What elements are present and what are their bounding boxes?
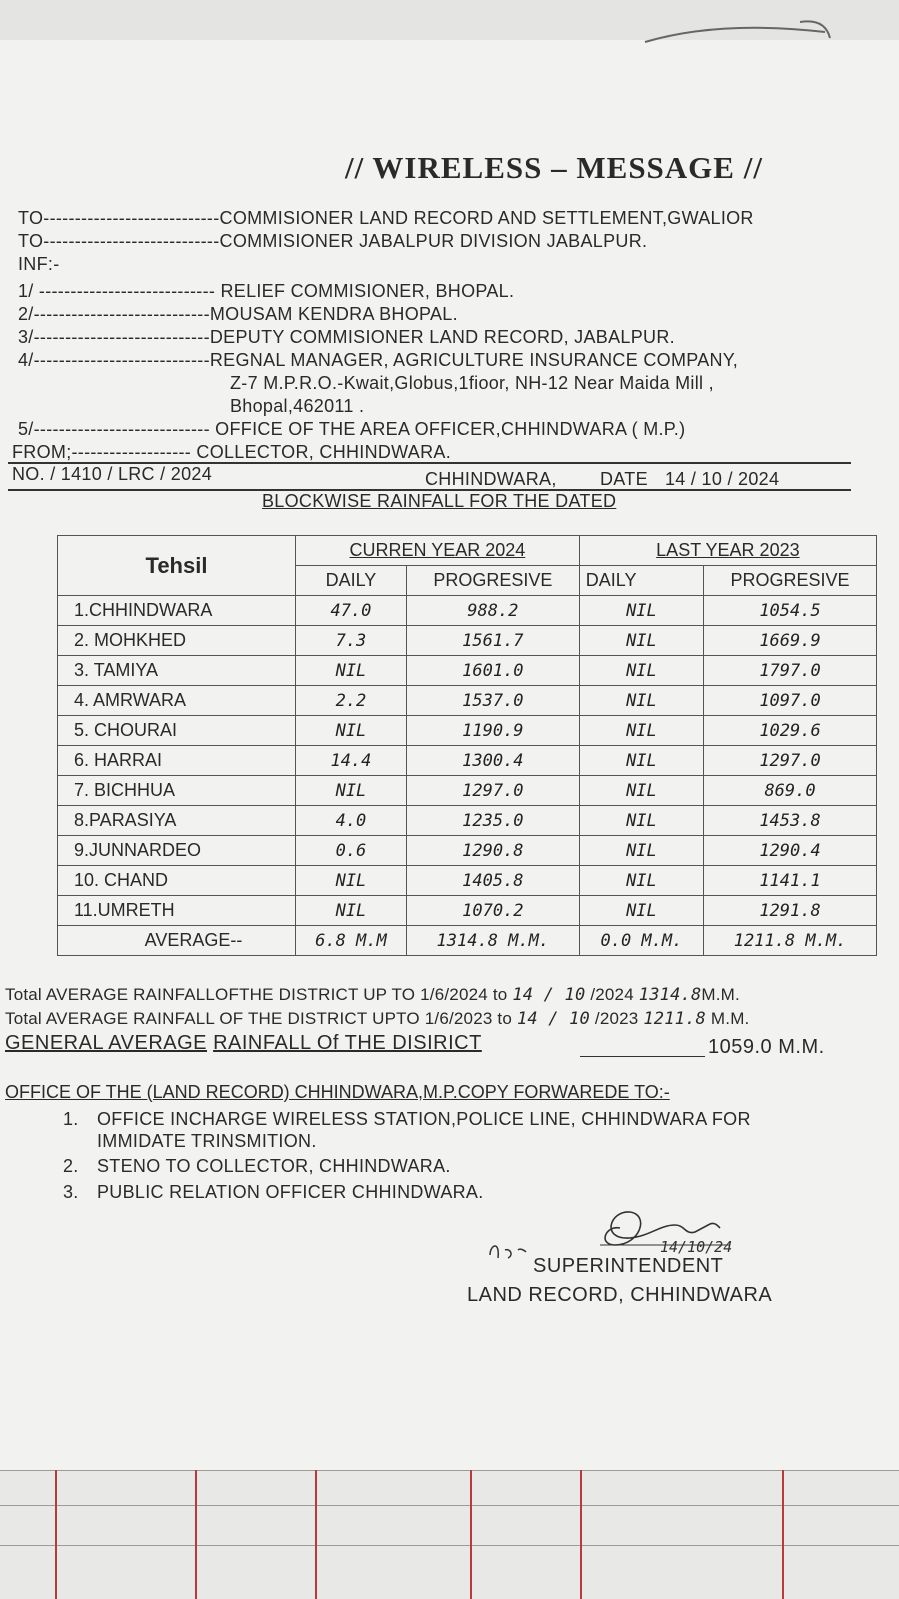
cur-daily-cell: NIL xyxy=(296,866,407,896)
ruled-line xyxy=(195,1470,197,1599)
average-label: AVERAGE-- xyxy=(58,926,296,956)
inf-number: 1/ xyxy=(18,281,34,301)
last-daily-cell: NIL xyxy=(579,716,703,746)
total-unit: M.M. xyxy=(705,1009,750,1028)
cur-daily-cell: NIL xyxy=(296,896,407,926)
ruled-line xyxy=(580,1470,582,1599)
inf-line-4: 4/----------------------------REGNAL MANAGER, AGRICULTURE INSURANCE COMPANY, xyxy=(18,350,739,370)
tehsil-cell: 4. AMRWARA xyxy=(58,686,296,716)
col-daily: DAILY xyxy=(579,566,703,596)
last-daily-cell: NIL xyxy=(579,746,703,776)
signature-designation: SUPERINTENDENT xyxy=(533,1255,724,1277)
total-value: 1314.8 xyxy=(638,985,702,1005)
general-label: GENERAL AVERAGE xyxy=(5,1032,208,1054)
cur-prog-cell: 1537.0 xyxy=(406,686,579,716)
copy-1-no: 1. xyxy=(63,1109,79,1129)
pen-mark-icon xyxy=(640,10,840,50)
general-underline xyxy=(580,1056,705,1057)
total-2023 xyxy=(5,1009,749,1029)
cur-daily-cell: NIL xyxy=(296,716,407,746)
total-text: Total AVERAGE RAINFALLOFTHE DISTRICT UP TO 1/6/2024 to xyxy=(5,985,513,1004)
inf-line-5: 5/---------------------------- OFFICE OF THE AREA OFFICER,CHHINDWARA ( M.P.) xyxy=(18,419,686,439)
copy-2-line1: STENO TO COLLECTOR, CHHINDWARA. xyxy=(97,1156,451,1176)
inf-text: MOUSAM KENDRA BHOPAL. xyxy=(209,304,458,324)
avg-last-prog: 1211.8 M.M. xyxy=(704,926,877,956)
cur-daily-cell: 0.6 xyxy=(296,836,407,866)
general-average xyxy=(5,1032,482,1055)
cur-daily-cell: NIL xyxy=(296,776,407,806)
cur-prog-cell: 1297.0 xyxy=(406,776,579,806)
cur-prog-cell: 1190.9 xyxy=(406,716,579,746)
last-daily-cell: NIL xyxy=(579,836,703,866)
copy-3-line1: PUBLIC RELATION OFFICER CHHINDWARA. xyxy=(97,1182,484,1202)
inf-number: 2/ xyxy=(18,304,34,324)
total-text: /2024 xyxy=(585,985,639,1004)
inf-number: 5/ xyxy=(18,419,34,439)
copy-2-no: 2. xyxy=(63,1156,79,1176)
inf-line-2: 2/----------------------------MOUSAM KENDRA BHOPAL. xyxy=(18,304,458,324)
last-prog-cell: 1291.8 xyxy=(704,896,877,926)
ruled-line xyxy=(0,1545,899,1546)
office-label: OF THE (LAND RECORD) CHHINDWARA,M.P.COPY FORWAREDE TO:- xyxy=(71,1082,670,1102)
table-row xyxy=(58,716,877,746)
total-date: 14 / 10 xyxy=(516,1009,590,1029)
inf-line-4-city: Bhopal,462011 . xyxy=(230,396,365,416)
last-prog-cell: 1097.0 xyxy=(704,686,877,716)
ruled-line xyxy=(470,1470,472,1599)
tehsil-cell: 8.PARASIYA xyxy=(58,806,296,836)
last-prog-cell: 1290.4 xyxy=(704,836,877,866)
office-copy-line xyxy=(5,1082,670,1103)
total-date: 14 / 10 xyxy=(512,985,586,1005)
place: CHHINDWARA, xyxy=(425,469,557,489)
col-progressive: PROGRESIVE xyxy=(406,566,579,596)
copy-1-line2: IMMIDATE TRINSMITION. xyxy=(97,1131,317,1151)
total-value: 1211.8 xyxy=(643,1009,706,1029)
to-line-1: TO----------------------------COMMISIONER LAND RECORD AND SETTLEMENT,GWALIOR xyxy=(18,208,754,228)
inf-line-4-cont: Z-7 M.P.R.O.-Kwait,Globus,1fioor, NH-12 Near Maida Mill , xyxy=(230,373,714,393)
to-label: TO xyxy=(18,231,44,251)
total-text: /2023 xyxy=(589,1009,644,1028)
total-unit: M.M. xyxy=(701,985,740,1004)
col-progressive: PROGRESIVE xyxy=(704,566,877,596)
avg-cur-prog: 1314.8 M.M. xyxy=(406,926,579,956)
cur-daily-cell: 4.0 xyxy=(296,806,407,836)
cur-prog-cell: 1235.0 xyxy=(406,806,579,836)
to-line-2: TO----------------------------COMMISIONER JABALPUR DIVISION JABALPUR. xyxy=(18,231,648,251)
ruled-line xyxy=(782,1470,784,1599)
cur-prog-cell: 1290.8 xyxy=(406,836,579,866)
copy-3-no: 3. xyxy=(63,1182,79,1202)
table-subtitle: BLOCKWISE RAINFALL FOR THE DATED xyxy=(262,491,617,511)
current-year-header: CURREN YEAR 2024 xyxy=(296,536,580,566)
avg-cur-daily: 6.8 M.M xyxy=(296,926,407,956)
cur-daily-cell: 7.3 xyxy=(296,626,407,656)
last-prog-cell: 1029.6 xyxy=(704,716,877,746)
cur-daily-cell: 47.0 xyxy=(296,596,407,626)
office-label: OFFICE xyxy=(5,1082,71,1102)
last-daily-cell: NIL xyxy=(579,596,703,626)
from-text: COLLECTOR, CHHINDWARA. xyxy=(196,442,452,462)
ruled-line xyxy=(55,1470,57,1599)
inf-line-3: 3/----------------------------DEPUTY COMMISIONER LAND RECORD, JABALPUR. xyxy=(18,327,675,347)
underlying-paper xyxy=(0,1470,899,1599)
last-prog-cell: 1297.0 xyxy=(704,746,877,776)
signature-office: LAND RECORD, CHHINDWARA xyxy=(467,1284,773,1306)
general-label: RAINFALL Of THE DISIRICT xyxy=(213,1032,482,1054)
to-label: TO xyxy=(18,208,44,228)
last-prog-cell: 1797.0 xyxy=(704,656,877,686)
table-row xyxy=(58,686,877,716)
to-text: COMMISIONER LAND RECORD AND SETTLEMENT,GWALIOR xyxy=(219,208,754,228)
cur-prog-cell: 1300.4 xyxy=(406,746,579,776)
table-row xyxy=(58,866,877,896)
date-label: DATE xyxy=(600,469,648,489)
page-title: // WIRELESS – MESSAGE // xyxy=(345,150,763,185)
to-text: COMMISIONER JABALPUR DIVISION JABALPUR. xyxy=(219,231,648,251)
ruled-line xyxy=(0,1505,899,1506)
signature-date: 14/10/24 xyxy=(660,1238,733,1256)
table-row xyxy=(58,596,877,626)
table-row xyxy=(58,776,877,806)
ref-number: NO. / 1410 / LRC / 2024 xyxy=(12,464,213,484)
tehsil-header: Tehsil xyxy=(58,536,296,596)
table-header-row xyxy=(58,536,877,566)
tehsil-cell: 5. CHOURAI xyxy=(58,716,296,746)
cur-daily-cell: NIL xyxy=(296,656,407,686)
average-row xyxy=(58,926,877,956)
inf-number: 3/ xyxy=(18,327,34,347)
inf-line-1: 1/ ---------------------------- RELIEF COMMISIONER, BHOPAL. xyxy=(18,281,515,301)
table-row xyxy=(58,626,877,656)
cur-prog-cell: 1601.0 xyxy=(406,656,579,686)
last-daily-cell: NIL xyxy=(579,806,703,836)
general-value: 1059.0 M.M. xyxy=(708,1036,825,1058)
ruled-line xyxy=(0,1470,899,1471)
tehsil-cell: 6. HARRAI xyxy=(58,746,296,776)
tehsil-cell: 10. CHAND xyxy=(58,866,296,896)
cur-daily-cell: 14.4 xyxy=(296,746,407,776)
inf-number: 4/ xyxy=(18,350,34,370)
cur-prog-cell: 1405.8 xyxy=(406,866,579,896)
inf-text: REGNAL MANAGER, AGRICULTURE INSURANCE COMPANY, xyxy=(209,350,739,370)
table-row xyxy=(58,656,877,686)
total-text: Total AVERAGE RAINFALL OF THE DISTRICT UPTO 1/6/2023 to xyxy=(5,1009,517,1028)
last-prog-cell: 1669.9 xyxy=(704,626,877,656)
tehsil-cell: 11.UMRETH xyxy=(58,896,296,926)
inf-label: INF:- xyxy=(18,254,60,274)
cur-daily-cell: 2.2 xyxy=(296,686,407,716)
last-daily-cell: NIL xyxy=(579,656,703,686)
last-daily-cell: NIL xyxy=(579,896,703,926)
inf-text: OFFICE OF THE AREA OFFICER,CHHINDWARA ( M.P.) xyxy=(215,419,686,439)
last-prog-cell: 1453.8 xyxy=(704,806,877,836)
last-daily-cell: NIL xyxy=(579,626,703,656)
last-daily-cell: NIL xyxy=(579,686,703,716)
last-year-header: LAST YEAR 2023 xyxy=(579,536,876,566)
tehsil-cell: 7. BICHHUA xyxy=(58,776,296,806)
table-row xyxy=(58,836,877,866)
last-daily-cell: NIL xyxy=(579,776,703,806)
last-prog-cell: 869.0 xyxy=(704,776,877,806)
rainfall-table xyxy=(57,535,877,956)
ruled-line xyxy=(315,1470,317,1599)
tehsil-cell: 3. TAMIYA xyxy=(58,656,296,686)
tehsil-cell: 9.JUNNARDEO xyxy=(58,836,296,866)
date-value: 14 / 10 / 2024 xyxy=(665,469,780,489)
last-prog-cell: 1054.5 xyxy=(704,596,877,626)
cur-prog-cell: 988.2 xyxy=(406,596,579,626)
total-2024 xyxy=(5,985,740,1005)
inf-text: DEPUTY COMMISIONER LAND RECORD, JABALPUR. xyxy=(209,327,675,347)
inf-text: RELIEF COMMISIONER, BHOPAL. xyxy=(220,281,515,301)
tehsil-cell: 2. MOHKHED xyxy=(58,626,296,656)
tehsil-cell: 1.CHHINDWARA xyxy=(58,596,296,626)
avg-last-daily: 0.0 M.M. xyxy=(579,926,703,956)
from-line: FROM;------------------- COLLECTOR, CHHINDWARA. xyxy=(12,442,452,462)
cur-prog-cell: 1561.7 xyxy=(406,626,579,656)
last-daily-cell: NIL xyxy=(579,866,703,896)
cur-prog-cell: 1070.2 xyxy=(406,896,579,926)
last-prog-cell: 1141.1 xyxy=(704,866,877,896)
table-row xyxy=(58,896,877,926)
table-row xyxy=(58,746,877,776)
col-daily: DAILY xyxy=(296,566,407,596)
table-row xyxy=(58,806,877,836)
copy-1-line1: OFFICE INCHARGE WIRELESS STATION,POLICE LINE, CHHINDWARA FOR xyxy=(97,1109,751,1129)
from-label: FROM; xyxy=(12,442,72,462)
